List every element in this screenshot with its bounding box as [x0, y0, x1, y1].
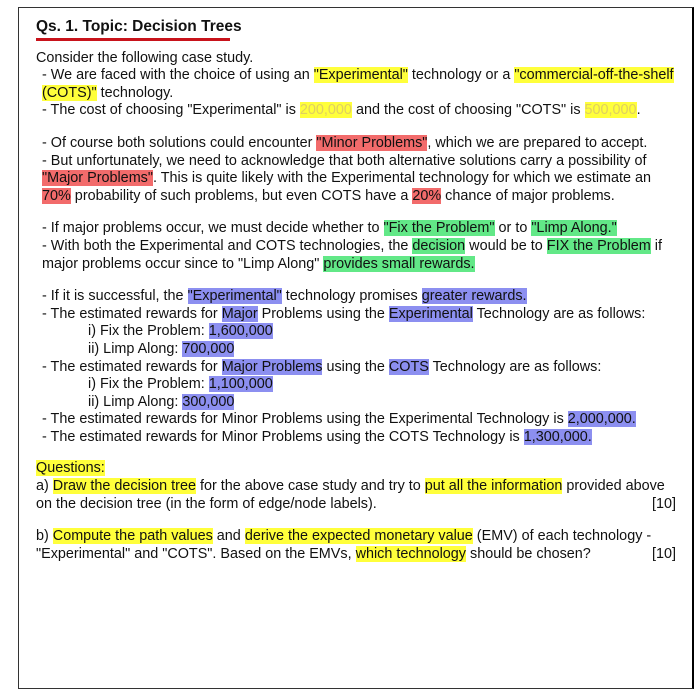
cots-limp-value: 300,000: [182, 393, 235, 410]
highlight-decision: decision: [412, 237, 466, 254]
success-line: - If it is successful, the "Experimental" technology promises greater rewards.: [42, 288, 527, 305]
highlight-put-info: put all the information: [424, 478, 563, 495]
highlight-cots-2: COTS: [388, 358, 429, 375]
question-document: [36, 18, 676, 563]
minor-problems-line: - Of course both solutions could encounter "Minor Problems", which we are prepared to accept.: [42, 134, 648, 151]
decision-options-line: - If major problems occur, we must decide whether to "Fix the Problem" or to "Limp Along.": [42, 220, 617, 237]
experimental-rewards-heading: - The estimated rewards for Major Problems using the Experimental Technology are as follows:: [42, 305, 646, 322]
highlight-which-tech: which technology: [355, 545, 466, 562]
experimental-probability: 70%: [42, 187, 71, 204]
highlight-draw-tree: Draw the decision tree: [52, 478, 196, 495]
highlight-major-problems: "Major Problems": [42, 170, 153, 187]
highlight-cots: "commercial-off-the-shelf (COTS)": [42, 67, 674, 101]
highlight-experimental: "Experimental": [313, 67, 408, 84]
question-a: a) Draw the decision tree for the above case study and try to put all the information provided above on the decision tree (in the form of edge/node labels). [10]: [36, 478, 676, 512]
highlight-greater-rewards: greater rewards.: [421, 288, 527, 305]
decision-rule-line: - With both the Experimental and COTS technologies, the decision would be to FIX the Problem if major problems occur since to "Limp Along" provides small rewards.: [42, 237, 662, 272]
case-cost-line: - The cost of choosing "Experimental" is 200,000 and the cost of choosing "COTS" is 500,000.: [42, 102, 641, 119]
cots-minor-reward: - The estimated rewards for Minor Problems using the COTS Technology is 1,300,000.: [42, 428, 592, 445]
cots-fix-value: 1,100,000: [208, 376, 273, 393]
experimental-minor-value: 2,000,000.: [567, 411, 636, 428]
highlight-limp-along: "Limp Along.": [531, 220, 617, 237]
experimental-cost: 200,000: [299, 102, 352, 119]
highlight-small-rewards: provides small rewards.: [323, 255, 475, 272]
highlight-path-values: Compute the path values: [52, 528, 213, 545]
question-b: b) Compute the path values and derive the expected monetary value (EMV) of each technology - "Experimental" and "COTS". Based on the EMVs, which technology should be chosen? [10]: [36, 528, 676, 562]
title-underline: [36, 38, 230, 41]
question-b-marks: [10]: [651, 545, 676, 562]
highlight-major: Major: [221, 305, 258, 322]
cots-rewards-heading: - The estimated rewards for Major Problems using the COTS Technology are as follows:: [42, 358, 602, 375]
major-problems-line: - But unfortunately, we need to acknowledge that both alternative solutions carry a possibility of "Major Problems". This is quite likely with the Experimental technology for which we estimate an 70% probability of such problems, but even COTS have a 20% chance of major problems.: [42, 152, 652, 204]
experimental-limp-value: 700,000: [182, 340, 235, 357]
experimental-fix-reward: i) Fix the Problem: 1,600,000: [88, 323, 273, 340]
highlight-experimental-3: Experimental: [388, 305, 473, 322]
cots-probability: 20%: [412, 187, 442, 204]
experimental-limp-reward: ii) Limp Along: 700,000: [88, 340, 235, 357]
question-a-marks: [10]: [651, 495, 676, 512]
highlight-fix-the-problem: FIX the Problem: [546, 237, 651, 254]
case-intro: Consider the following case study.: [36, 49, 254, 66]
highlight-major-problems-2: Major Problems: [221, 358, 323, 375]
cots-fix-reward: i) Fix the Problem: 1,100,000: [88, 376, 273, 393]
highlight-fix-problem: "Fix the Problem": [383, 220, 495, 237]
experimental-fix-value: 1,600,000: [208, 323, 273, 340]
case-choice-line: - We are faced with the choice of using an "Experimental" technology or a "commercial-off-the-shelf (COTS)" technology.: [42, 67, 674, 101]
question-title: Qs. 1. Topic: Decision Trees: [36, 18, 242, 35]
cots-limp-reward: ii) Limp Along: 300,000: [88, 393, 235, 410]
highlight-minor-problems: "Minor Problems": [316, 134, 428, 151]
highlight-emv: derive the expected monetary value: [244, 528, 473, 545]
questions-heading: Questions:: [36, 460, 105, 477]
cots-minor-value: 1,300,000.: [523, 428, 592, 445]
highlight-experimental-2: "Experimental": [187, 288, 282, 305]
cots-cost: 500,000: [584, 102, 637, 119]
experimental-minor-reward: - The estimated rewards for Minor Problems using the Experimental Technology is 2,000,000.: [42, 411, 636, 428]
